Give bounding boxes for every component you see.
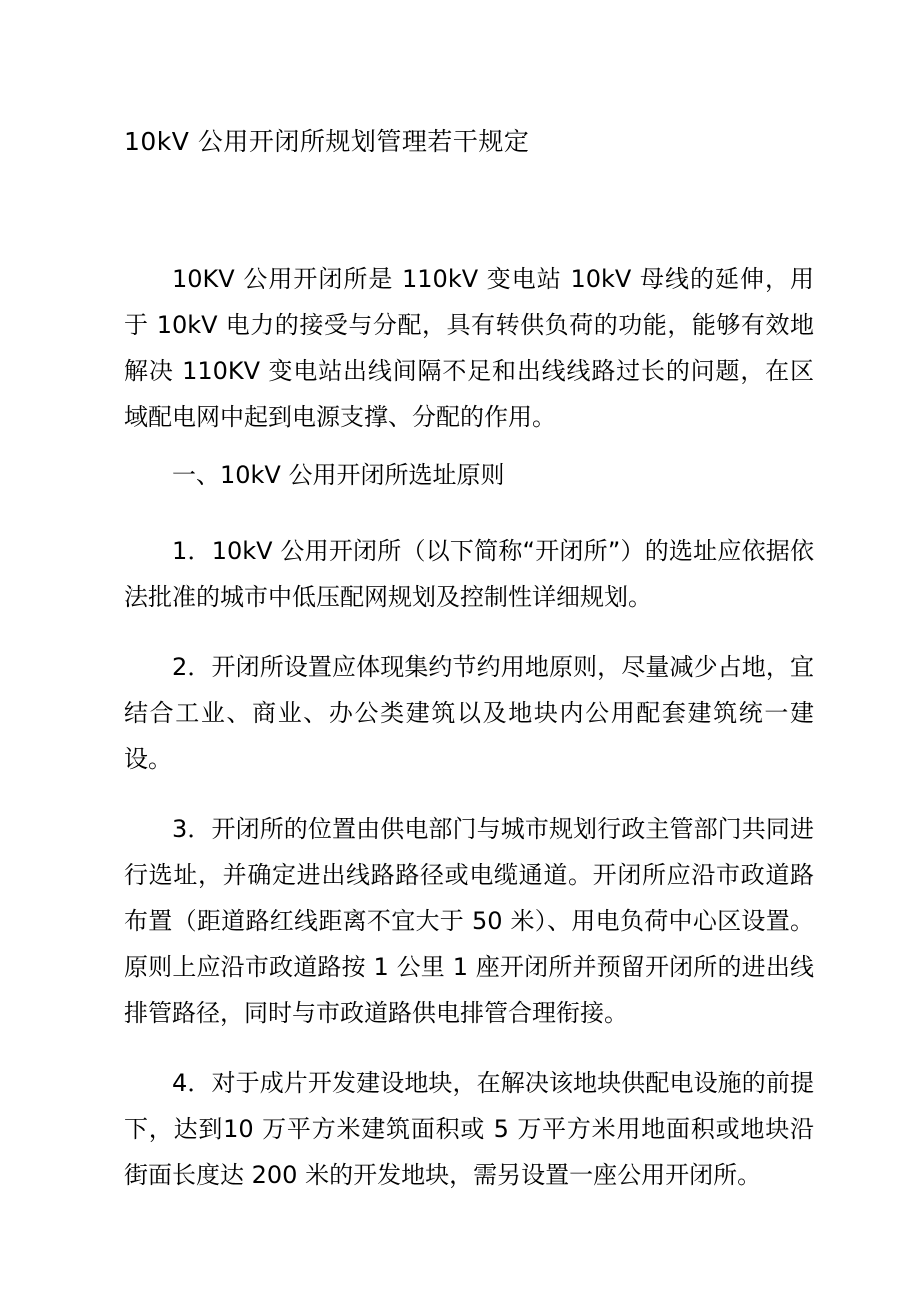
clause-4-paragraph: 4．对于成片开发建设地块，在解决该地块供配电设施的前提下，达到10 万平方米建筑面积或 5 万平方米用地面积或地块沿街面长度达 200 米的开发地块，需另设置一座公用开闭所。 xyxy=(124,1069,814,1189)
clause-3-paragraph: 3．开闭所的位置由供电部门与城市规划行政主管部门共同进行选址，并确定进出线路路径或电缆通道。开闭所应沿市政道路布置（距道路红线距离不宜大于 50 米）、用电负荷中心区设置。原则上应沿市政道路按 1 公里 1 座开闭所并预留开闭所的进出线排管路径，同时与市政道路供电排管合理衔接。 xyxy=(124,815,814,1027)
section-heading-site-selection: 一、10kV 公用开闭所选址原则 xyxy=(172,461,505,489)
clause-1-paragraph: 1．10kV 公用开闭所（以下简称“开闭所”）的选址应依据依法批准的城市中低压配网规划及控制性详细规划。 xyxy=(124,537,814,611)
intro-paragraph: 10KV 公用开闭所是 110kV 变电站 10kV 母线的延伸，用于 10kV 电力的接受与分配，具有转供负荷的功能，能够有效地解决 110KV 变电站出线间隔不足和出线线路过长的问题，在区域配电网中起到电源支撑、分配的作用。 xyxy=(124,265,814,431)
document-title: 10kV 公用开闭所规划管理若干规定 xyxy=(124,127,530,156)
clause-2-paragraph: 2．开闭所设置应体现集约节约用地原则，尽量减少占地，宜结合工业、商业、办公类建筑以及地块内公用配套建筑统一建设。 xyxy=(124,653,814,773)
